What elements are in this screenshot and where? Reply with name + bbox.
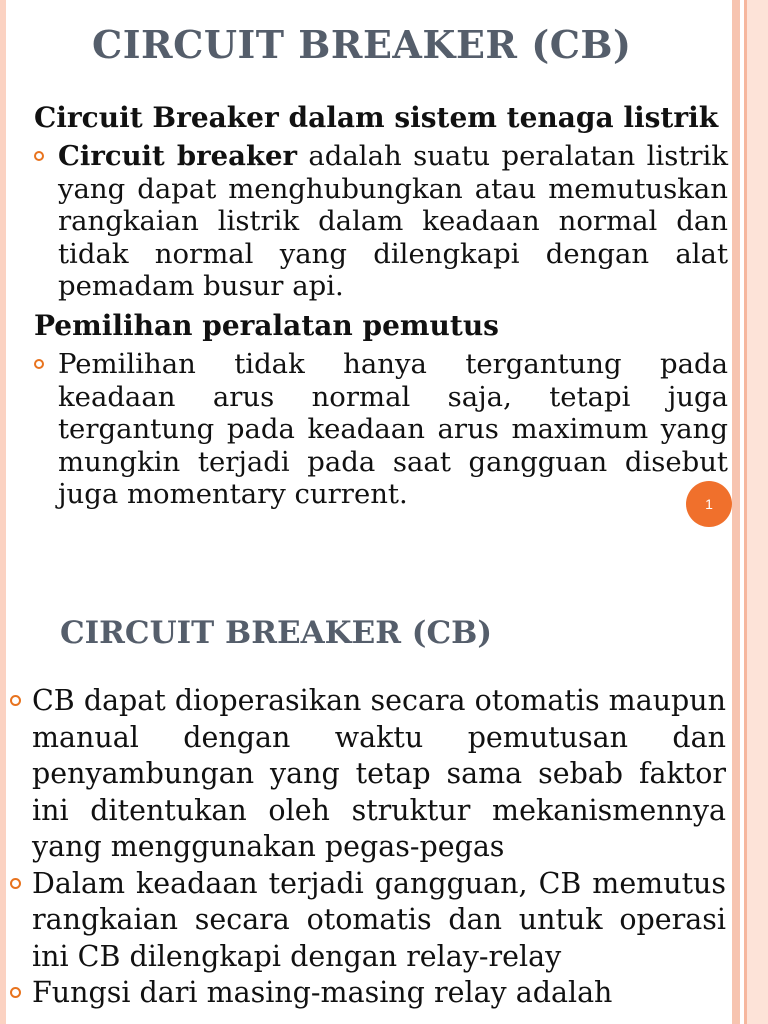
bullet-text: [34, 348, 728, 511]
bullet-body: Dalam keadaan terjadi gangguan, CB memutus rangkaian secara otomatis dan untuk operasi ini CB dilengkapi dengan relay-relay: [32, 866, 726, 973]
list-item: [10, 683, 726, 866]
bullet-body: Fungsi dari masing-masing relay adalah: [32, 976, 613, 1009]
bullet-body: CB dapat dioperasikan secara otomatis maupun manual dengan waktu pemutusan dan penyambungan yang tetap sama sebab faktor ini ditentukan oleh struktur mekanismennya yang menggunakan pegas-pegas: [32, 684, 726, 863]
slide1-section-2: [34, 310, 728, 342]
slide1-section-1: [34, 102, 728, 134]
page-number-badge: 1: [686, 481, 732, 527]
list-item: [10, 866, 726, 976]
right-border-strip: [732, 0, 768, 1024]
bullet-body: adalah suatu peralatan listrik yang dapat menghubungkan atau memutuskan rangkaian listrik dalam keadaan normal dan tidak normal yang dilengkapi dengan alat pemadam busur api.: [58, 140, 728, 302]
bullet-marker-icon: [10, 878, 21, 889]
slide1-heading-2: Pemilihan peralatan pemutus: [34, 309, 499, 342]
left-border-strip: [0, 0, 6, 1024]
bullet-text: [34, 140, 728, 303]
slide1-bullet-2: [34, 348, 728, 511]
bullet-marker-icon: [10, 695, 21, 706]
slide1-heading-1: Circuit Breaker dalam sistem tenaga listrik: [34, 101, 719, 134]
slide1-title: CIRCUIT BREAKER (CB): [92, 22, 632, 67]
bullet-marker-icon: [34, 151, 44, 161]
bullet-marker-icon: [10, 987, 21, 998]
bullet-bold-term: Circuit breaker: [58, 140, 298, 172]
slide1-bullet-1: [34, 140, 728, 303]
list-item: [10, 975, 726, 1012]
slide2-bullet-list: [10, 683, 726, 1012]
bullet-marker-icon: [34, 359, 44, 369]
slide2-title: CIRCUIT BREAKER (CB): [60, 615, 492, 651]
bullet-body: Pemilihan tidak hanya tergantung pada keadaan arus normal saja, tetapi juga tergantung pada keadaan arus maximum yang mungkin terjadi pada saat gangguan disebut juga momentary current.: [58, 348, 728, 510]
